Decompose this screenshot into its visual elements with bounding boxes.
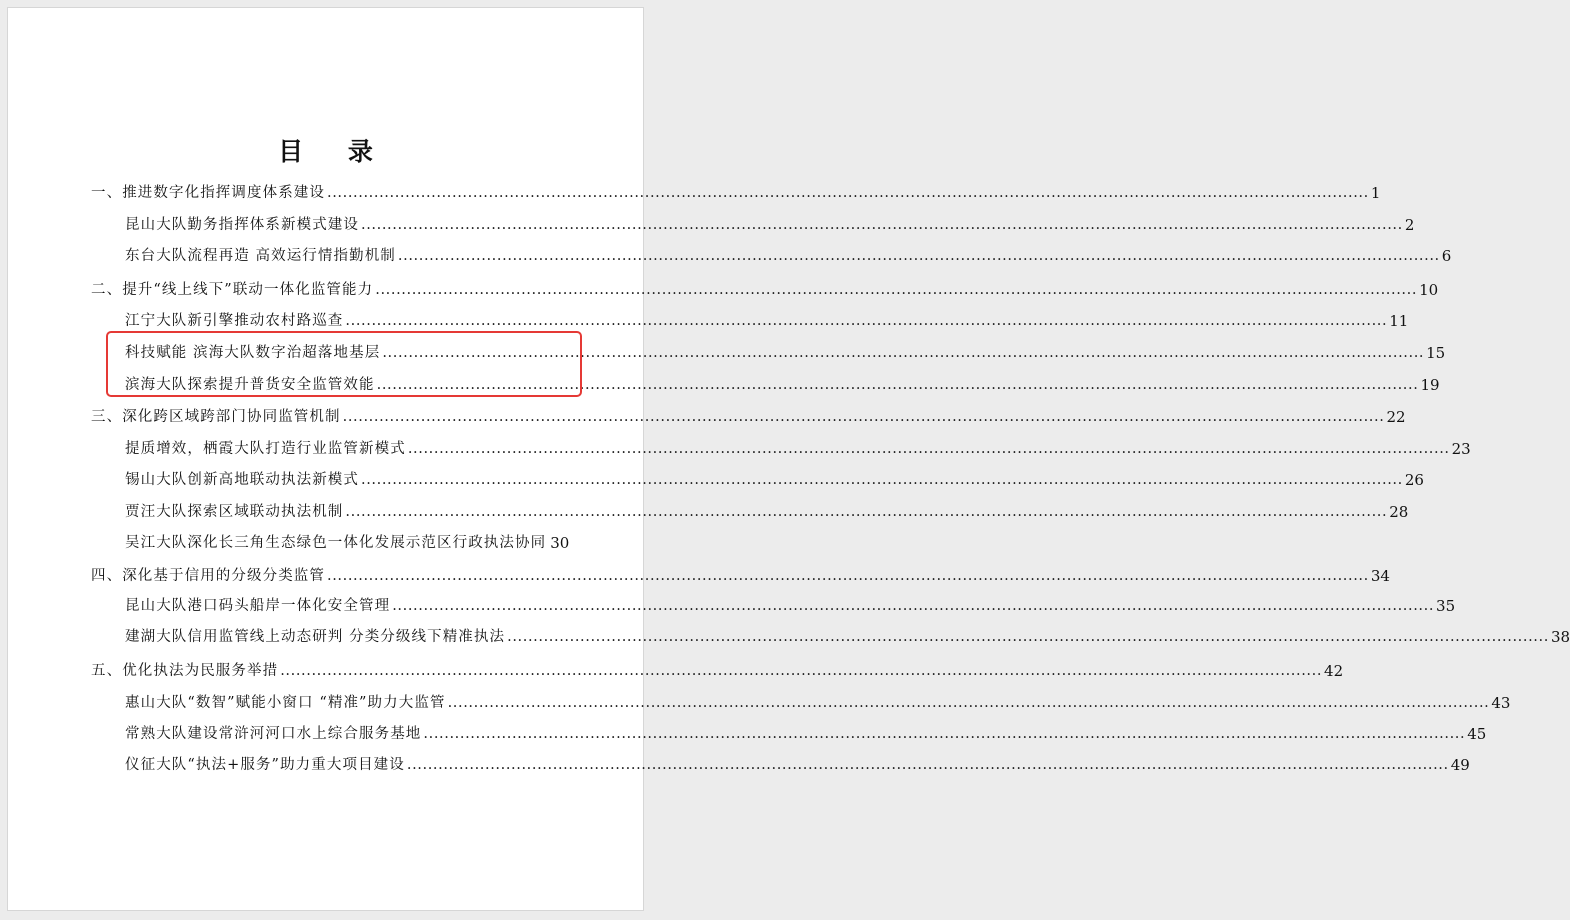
toc-entry-page-number: 22: [1386, 408, 1406, 426]
dot-leader: ........................................................................................................................................................................................................: [361, 472, 1403, 488]
toc-entry-label: 昆山大队勤务指挥体系新模式建设: [125, 217, 359, 233]
toc-entry-label: 五、优化执法为民服务举措: [91, 663, 279, 679]
toc-entry-label: 仪征大队“执法+服务”助力重大项目建设: [125, 757, 405, 773]
dot-leader: ........................................................................................................................................................................................................: [361, 217, 1403, 233]
toc-entry-label: 常熟大队建设常浒河河口水上综合服务基地: [125, 726, 422, 742]
toc-entry-page-number: 45: [1467, 725, 1487, 743]
dot-leader: ........................................................................................................................................................................................................: [382, 345, 1425, 361]
document-page: [7, 7, 1570, 911]
toc-entry-label: 一、推进数字化指挥调度体系建设: [91, 185, 325, 201]
toc-entry[interactable]: [91, 651, 1344, 681]
toc-entry-label: 东台大队流程再造 高效运行情指勤机制: [125, 248, 396, 264]
toc-entry[interactable]: [125, 492, 1409, 522]
dot-leader: ........................................................................................................................................................................................................: [397, 248, 1440, 264]
toc-entry-page-number: 35: [1436, 597, 1456, 615]
toc-entry[interactable]: [91, 270, 1439, 300]
dot-leader: ........................................................................................................................................................................................................: [342, 409, 1385, 425]
dot-leader: ........................................................................................................................................................................................................: [407, 441, 1450, 457]
dot-leader: ........................................................................................................................................................................................................: [345, 504, 1388, 520]
toc-entry-page-number: 49: [1450, 756, 1470, 774]
toc-entry[interactable]: [125, 205, 1415, 235]
dot-leader: ........................................................................................................................................................................................................: [327, 568, 1369, 584]
toc-entry-page-number: 26: [1404, 471, 1424, 489]
toc-entry-label: 吴江大队深化长三角生态绿色一体化发展示范区行政执法协同: [125, 535, 547, 551]
toc-title: 目 录: [278, 137, 391, 166]
dot-leader: ........................................................................................................................................................................................................: [280, 663, 1323, 679]
toc-entry[interactable]: [91, 556, 1390, 586]
dot-leader: ........................................................................................................................................................................................................: [392, 598, 1435, 614]
dot-leader: ........................................................................................................................................................................................................: [376, 377, 1419, 393]
toc-entry-label: 四、深化基于信用的分级分类监管: [91, 568, 325, 584]
dot-leader: ........................................................................................................................................................................................................: [447, 695, 1490, 711]
toc-entry-label: 科技赋能 滨海大队数字治超落地基层: [125, 345, 381, 361]
dot-leader: ........................................................................................................................................................................................................: [345, 313, 1388, 329]
toc-entry-page-number: 23: [1451, 440, 1471, 458]
toc-entry-page-number: 28: [1389, 503, 1409, 521]
dot-leader: ........................................................................................................................................................................................................: [375, 282, 1418, 298]
dot-leader: ........................................................................................................................................................................................................: [507, 629, 1549, 645]
toc-entry[interactable]: [125, 523, 570, 553]
dot-leader: ........................................................................................................................................................................................................: [406, 757, 1449, 773]
toc-entry[interactable]: [125, 617, 1570, 647]
toc-entry-page-number: 1: [1370, 184, 1381, 202]
toc-entry[interactable]: [91, 397, 1406, 427]
toc-entry-label: 惠山大队“数智”赋能小窗口 “精准”助力大监管: [125, 695, 446, 711]
highlight-box: [106, 331, 582, 397]
toc-entry[interactable]: [125, 714, 1487, 744]
toc-entry-label: 提质增效，栖霞大队打造行业监管新模式: [125, 441, 406, 457]
toc-entry-page-number: 15: [1426, 344, 1446, 362]
toc-entry-page-number: 43: [1491, 694, 1511, 712]
toc-entry-label: 滨海大队探索提升普货安全监管效能: [125, 377, 375, 393]
toc-entry-page-number: 10: [1419, 281, 1439, 299]
toc-entry[interactable]: [91, 173, 1381, 203]
toc-entry-page-number: 38: [1550, 628, 1570, 646]
toc-entry-page-number: 11: [1389, 312, 1409, 330]
toc-entry-page-number: 34: [1370, 567, 1390, 585]
toc-entry[interactable]: [125, 460, 1424, 490]
toc-entry[interactable]: [125, 745, 1470, 775]
toc-entry-page-number: 2: [1404, 216, 1415, 234]
toc-entry-page-number: 19: [1420, 376, 1440, 394]
toc-entry[interactable]: [125, 586, 1456, 616]
toc-entry-page-number: 30: [550, 534, 570, 552]
toc-entry-label: 江宁大队新引擎推动农村路巡查: [125, 313, 344, 329]
dot-leader: ........................................................................................................................................................................................................: [327, 185, 1369, 201]
toc-entry[interactable]: [125, 683, 1511, 713]
toc-entry-label: 锡山大队创新高地联动执法新模式: [125, 472, 359, 488]
dot-leader: ........................................................................................................................................................................................................: [423, 726, 1466, 742]
toc-entry-page-number: 6: [1441, 247, 1452, 265]
toc-entry[interactable]: [125, 236, 1452, 266]
toc-entry-label: 贾汪大队探索区域联动执法机制: [125, 504, 344, 520]
toc-entry[interactable]: [125, 301, 1409, 331]
toc-entry-label: 二、提升“线上线下”联动一体化监管能力: [91, 282, 374, 298]
toc-entry-page-number: 42: [1324, 662, 1344, 680]
toc-entry[interactable]: [125, 429, 1471, 459]
toc-entry-label: 三、深化跨区域跨部门协同监管机制: [91, 409, 341, 425]
toc-entry-label: 建湖大队信用监管线上动态研判 分类分级线下精准执法: [125, 629, 506, 645]
toc-entry-label: 昆山大队港口码头船岸一体化安全管理: [125, 598, 391, 614]
